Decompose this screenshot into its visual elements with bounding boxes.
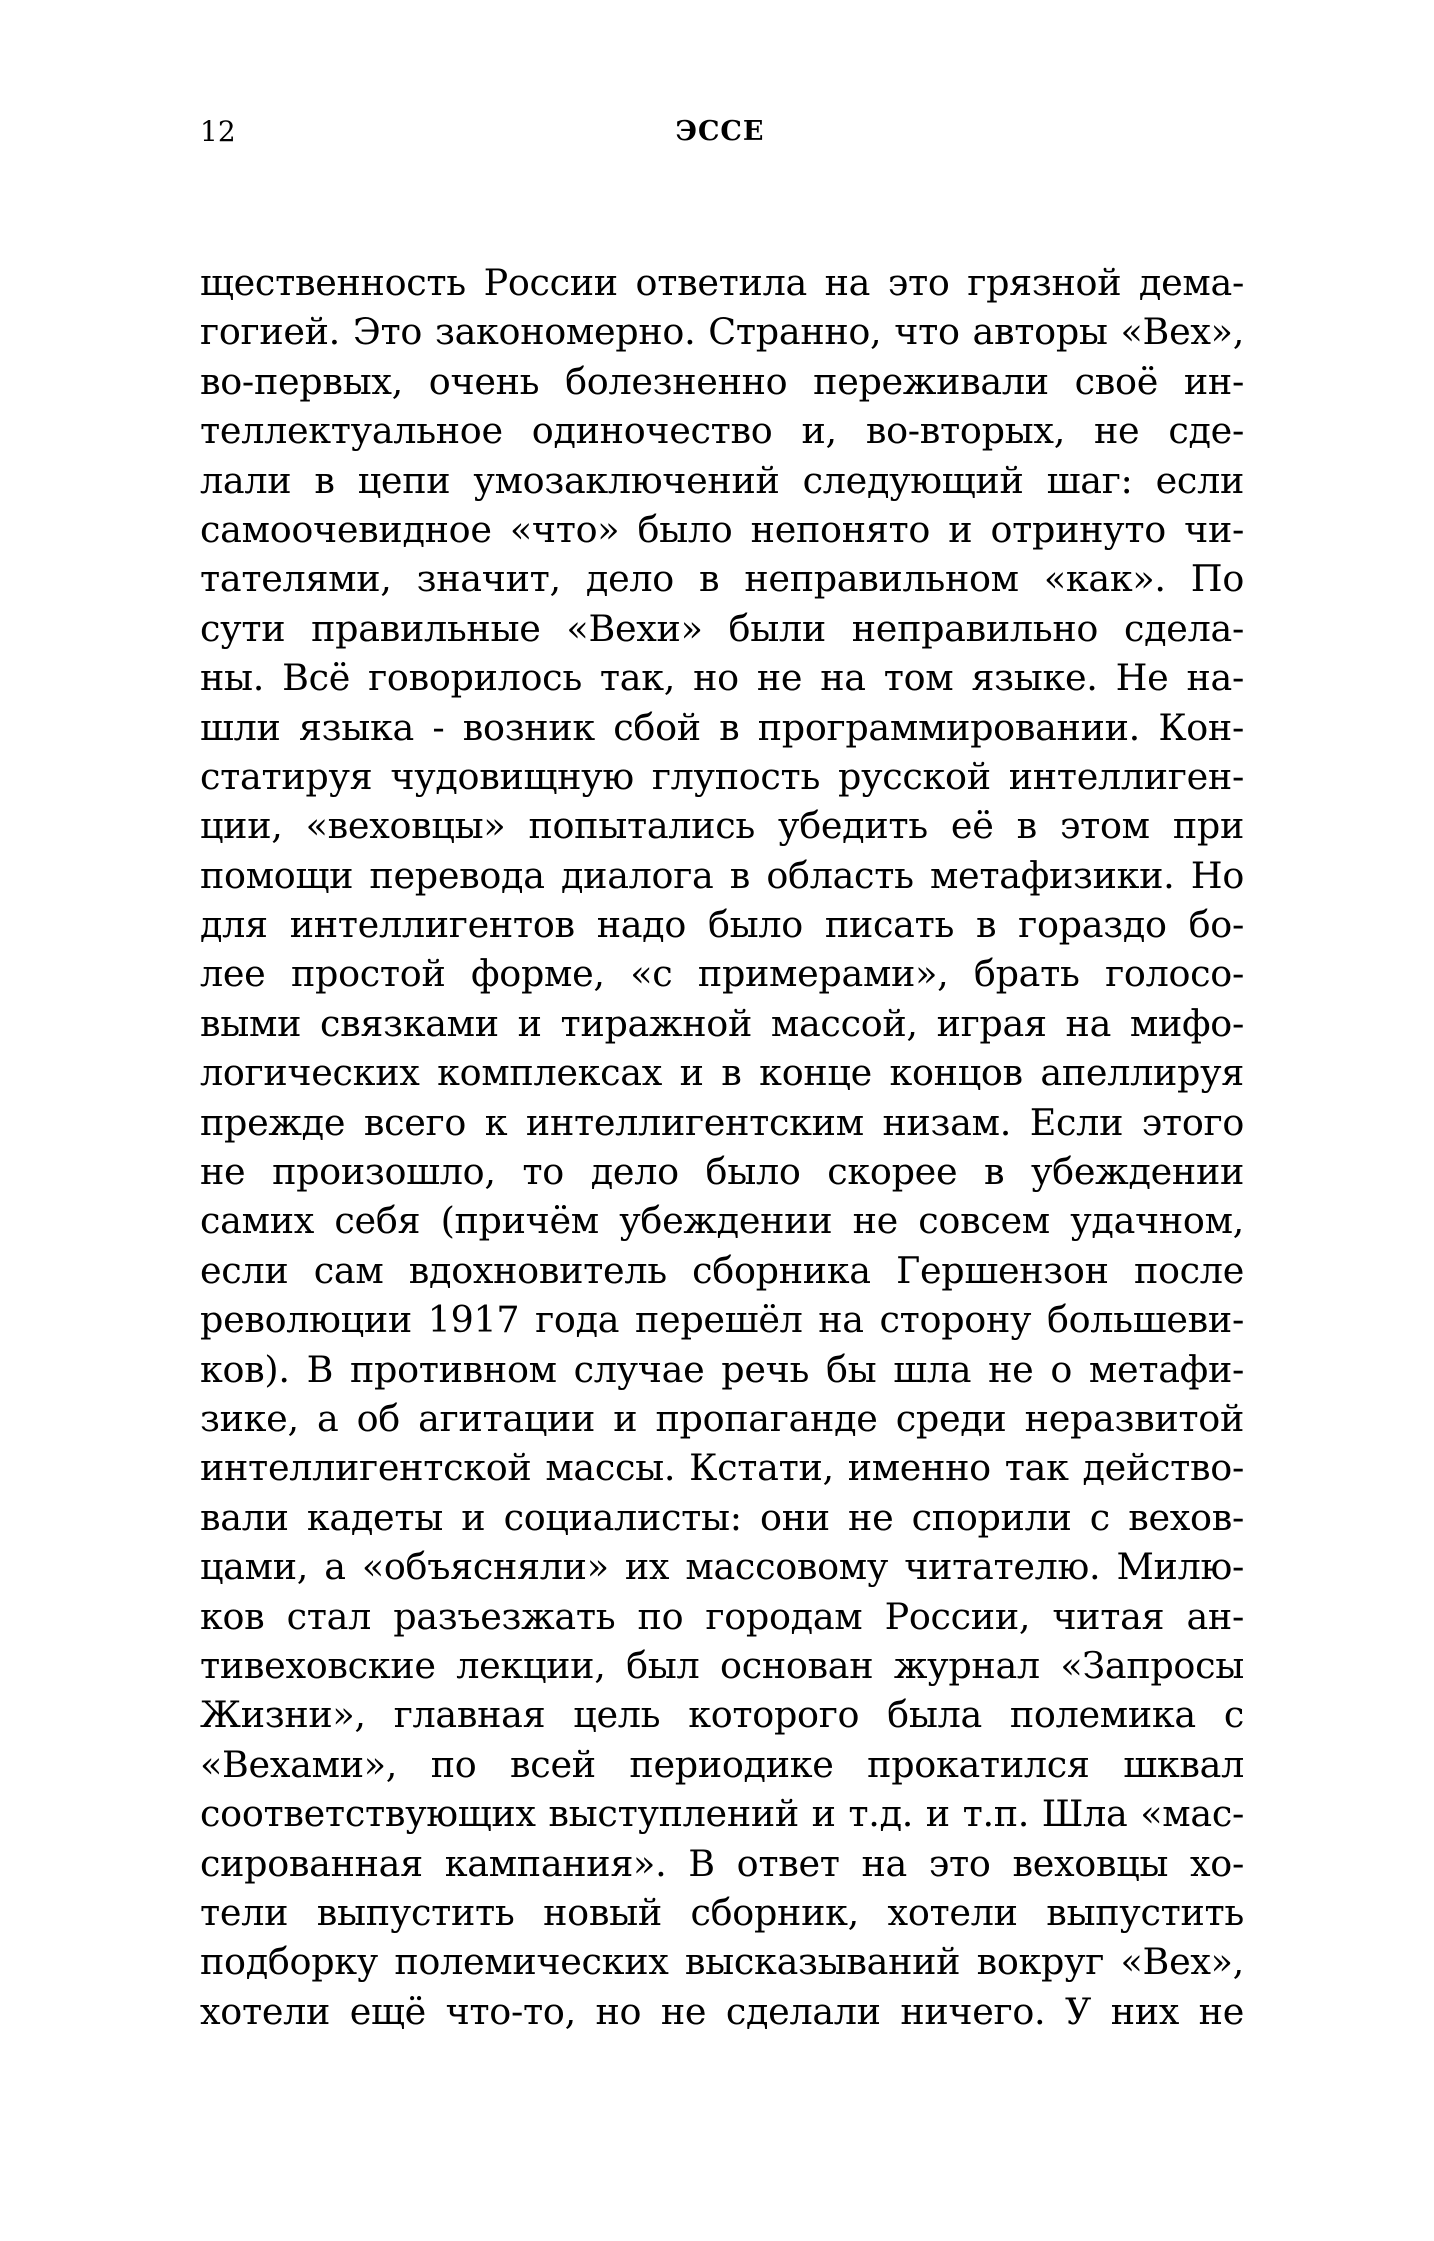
text-line: самоочевидное «что» было непонято и отринуто чи- xyxy=(200,507,1244,551)
text-line: логических комплексах и в конце концов апеллируя xyxy=(200,1051,1244,1095)
text-line: помощи перевода диалога в область метафизики. Но xyxy=(200,853,1244,897)
text-line: выми связками и тиражной массой, играя на мифо- xyxy=(200,1001,1244,1045)
text-line: не произошло, то дело было скорее в убеждении xyxy=(200,1150,1244,1194)
text-line: тателями, значит, дело в неправильном «как». По xyxy=(200,557,1244,601)
text-line: лали в цепи умозаключений следующий шаг: если xyxy=(200,458,1244,502)
text-line: теллектуальное одиночество и, во-вторых, не сде- xyxy=(200,409,1244,453)
text-line: ков). В противном случае речь бы шла не о метафи- xyxy=(200,1347,1244,1391)
text-line: «Вехами», по всей периодике прокатился шквал xyxy=(200,1742,1244,1786)
text-line: статируя чудовищную глупость русской интеллиген- xyxy=(200,754,1244,798)
text-line: вали кадеты и социалисты: они не спорили с вехов- xyxy=(200,1495,1244,1539)
text-line: цами, а «объясняли» их массовому читателю. Милю- xyxy=(200,1545,1244,1589)
text-line: Жизни», главная цель которого была полемика с xyxy=(200,1693,1244,1737)
section-title: ЭССЕ xyxy=(675,116,765,147)
text-line: революции 1917 года перешёл на сторону большеви- xyxy=(200,1298,1244,1342)
text-line: соответствующих выступлений и т.д. и т.п. Шла «мас- xyxy=(200,1792,1244,1836)
text-line: сированная кампания». В ответ на это веховцы хо- xyxy=(200,1841,1244,1885)
text-line: для интеллигентов надо было писать в гораздо бо- xyxy=(200,903,1244,947)
text-line: во-первых, очень болезненно переживали своё ин- xyxy=(200,359,1244,403)
text-line: тивеховские лекции, был основан журнал «Запросы xyxy=(200,1643,1244,1687)
text-line: тели выпустить новый сборник, хотели выпустить xyxy=(200,1890,1244,1934)
text-line: щественность России ответила на это грязной дема- xyxy=(200,261,1244,304)
text-line: ны. Всё говорилось так, но не на том языке. Не на- xyxy=(200,656,1244,700)
text-line: прежде всего к интеллигентским низам. Если этого xyxy=(200,1100,1244,1144)
text-line: зике, а об агитации и пропаганде среди неразвитой xyxy=(200,1396,1244,1440)
text-line: ции, «веховцы» попытались убедить её в этом при xyxy=(200,804,1244,848)
text-line: самих себя (причём убеждении не совсем удачном, xyxy=(200,1199,1244,1243)
body-text xyxy=(200,258,1244,2036)
running-head xyxy=(200,112,1240,152)
text-line: подборку полемических высказываний вокруг «Вех», xyxy=(200,1940,1244,1984)
text-line: сути правильные «Вехи» были неправильно сдела- xyxy=(200,606,1244,650)
text-line: лее простой форме, «с примерами», брать голосо- xyxy=(200,952,1244,996)
page-number: 12 xyxy=(200,115,236,148)
text-line: хотели ещё что-то, но не сделали ничего. У них не xyxy=(200,1989,1244,2033)
text-line: ков стал разъезжать по городам России, читая ан- xyxy=(200,1594,1244,1638)
text-line: шли языка - возник сбой в программировании. Кон- xyxy=(200,705,1244,749)
text-line: гогией. Это закономерно. Странно, что авторы «Вех», xyxy=(200,310,1244,354)
text-line: интеллигентской массы. Кстати, именно так действо- xyxy=(200,1446,1244,1490)
text-line: если сам вдохновитель сборника Гершензон после xyxy=(200,1248,1244,1292)
